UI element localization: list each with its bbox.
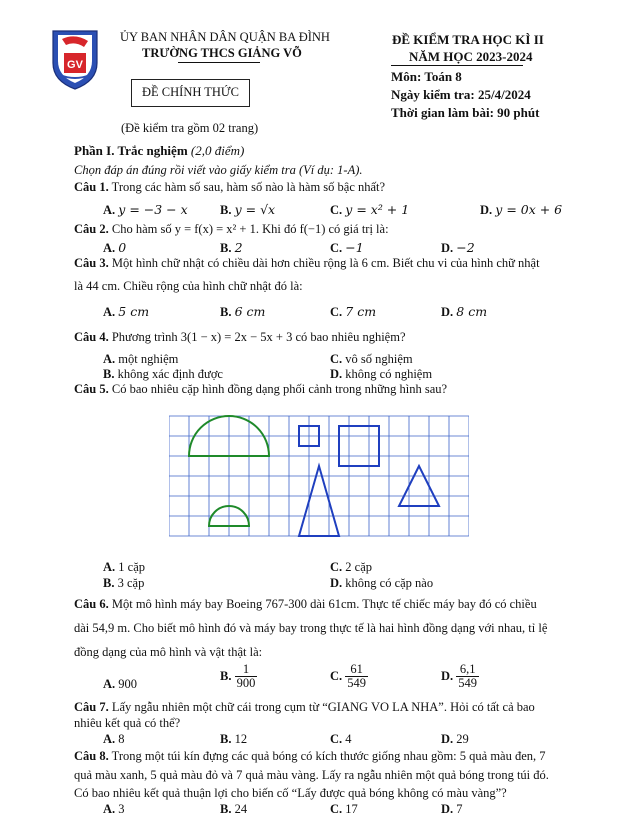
part1-instruction: Chọn đáp án đúng rồi viết vào giấy kiểm tra (Ví dụ: 1-A). (74, 163, 363, 177)
question-text: Trong các hàm số sau, hàm số nào là hàm số bậc nhất? (111, 180, 386, 194)
pages-note: (Đề kiểm tra gồm 02 trang) (121, 121, 259, 135)
fraction-numerator: 1 (235, 663, 258, 677)
q3-option-d: D. 8 cm (441, 304, 488, 319)
q6-option-d: D. $\frac{6,1}{549}$ (441, 662, 478, 691)
q2-option-a: A. 0 (103, 240, 127, 255)
subject: Môn: Toán 8 (391, 69, 462, 84)
q2-option-b: B. 2 (220, 240, 243, 255)
q5-option-b: B. 3 cặp (103, 576, 145, 590)
q4-option-c: C. vô số nghiệm (330, 352, 413, 366)
q2-option-d: D. −2 (441, 240, 475, 255)
large-square (339, 426, 379, 466)
question-8-line3: Có bao nhiêu kết quả thuận lợi cho biến cố “Lấy được quả bóng không có màu vàng”? (74, 786, 507, 800)
question-4 (74, 330, 406, 345)
question-text: Một mô hình máy bay Boeing 767-300 dài 61cm. Thực tế chiếc máy bay đó có chiều (111, 597, 537, 611)
q1-option-b: B. y = √x (220, 202, 276, 217)
question-number: Câu 3. (74, 256, 109, 270)
org-underline (178, 62, 260, 63)
short-triangle (399, 466, 439, 506)
question-3-line2: là 44 cm. Chiều rộng của hình chữ nhật đó là: (74, 279, 303, 293)
question-text: Cho hàm số y = f(x) = x² + 1. Khi đó f(−1) có giá trị là: (111, 222, 389, 236)
q4-option-a: A. một nghiệm (103, 352, 179, 366)
q3-option-b: B. 6 cm (220, 304, 266, 319)
part1-heading (74, 143, 244, 159)
q5-option-d: D. không có cặp nào (330, 576, 434, 590)
question-text: Một hình chữ nhật có chiều dài hơn chiều rộng là 6 cm. Biết chu vi của hình chữ nhật (111, 256, 540, 270)
fraction-denominator: 549 (458, 676, 478, 691)
question-number: Câu 1. (74, 180, 109, 194)
question-text: Trong một túi kín đựng các quả bóng có kích thước giống nhau gồm: 5 quả màu đen, 7 (111, 749, 546, 763)
school-logo (50, 29, 100, 91)
title-underline (391, 65, 523, 66)
question-number: Câu 8. (74, 749, 109, 763)
q1-option-d: D. y = 0x + 6 (480, 202, 563, 217)
q6-option-a: A. 900 (103, 677, 138, 691)
q7-option-c: C. 4 (330, 732, 352, 746)
question-number: Câu 6. (74, 597, 109, 611)
q8-option-a: A. 3 (103, 802, 125, 816)
question-7-line2: nhiêu kết quả có thể? (74, 716, 181, 730)
fraction-numerator: 61 (345, 663, 368, 677)
logo-letters: GV (67, 59, 83, 71)
question-6-line2: dài 54,9 m. Cho biết mô hình đó và máy bay trong thực tế là hai hình đồng dạng với nhau, tỉ lệ (74, 621, 548, 635)
q8-option-c: C. 17 (330, 802, 358, 816)
question-1 (74, 180, 385, 195)
q8-option-b: B. 24 (220, 802, 248, 816)
question-text: Có bao nhiêu cặp hình đồng dạng phối cảnh trong những hình sau? (111, 382, 448, 396)
q3-option-a: A. 5 cm (103, 304, 150, 319)
exam-title: ĐỀ KIỂM TRA HỌC KÌ II (392, 32, 544, 47)
q6-option-c: C. $\frac{61}{549}$ (330, 662, 367, 691)
question-number: Câu 2. (74, 222, 109, 236)
q7-option-b: B. 12 (220, 732, 248, 746)
q1-option-c: C. y = x² + 1 (330, 202, 410, 217)
question-7 (74, 700, 535, 715)
tall-triangle (299, 466, 339, 536)
question-number: Câu 5. (74, 382, 109, 396)
q6-option-b: B. $\frac{1}{900}$ (220, 662, 256, 691)
question-text: Phương trình 3(1 − x) = 2x − 5x + 3 có bao nhiêu nghiệm? (111, 330, 406, 344)
org-line1: ỦY BAN NHÂN DÂN QUẬN BA ĐÌNH (120, 30, 330, 44)
q1-option-a: A. y = −3 − x (103, 202, 188, 217)
question-8-line2: quả màu xanh, 5 quả màu đỏ và 7 quả màu vàng. Lấy ra ngẫu nhiên một quả bóng trong túi đó. (74, 768, 549, 782)
q5-option-a: A. 1 cặp (103, 560, 146, 574)
question-2 (74, 222, 389, 237)
q2-option-c: C. −1 (330, 240, 364, 255)
org-line2: TRƯỜNG THCS GIẢNG VÕ (142, 46, 302, 60)
q4-option-d: D. không có nghiệm (330, 367, 433, 381)
question-6-line3: đồng dạng của mô hình và vật thật là: (74, 645, 263, 659)
question-text: Lấy ngẫu nhiên một chữ cái trong cụm từ “GIANG VO LA NHA”. Hỏi có tất cả bao (111, 700, 535, 714)
fraction-denominator: 900 (236, 676, 256, 691)
question-5 (74, 382, 447, 397)
exam-date: Ngày kiểm tra: 25/4/2024 (391, 87, 531, 102)
question-3 (74, 256, 540, 271)
q4-option-b: B. không xác định được (103, 367, 223, 381)
q7-option-a: A. 8 (103, 732, 125, 746)
fraction-denominator: 549 (347, 676, 367, 691)
duration: Thời gian làm bài: 90 phút (391, 105, 540, 120)
question-8 (74, 749, 546, 764)
school-year-text: NĂM HỌC 2023-2024 (409, 49, 533, 64)
fraction-numerator: 6,1 (456, 663, 479, 677)
part1-title: Phần I. Trắc nghiệm (74, 143, 188, 158)
official-label: ĐỀ CHÍNH THỨC (142, 85, 239, 99)
similar-shapes-figure (169, 408, 469, 544)
q5-option-c: C. 2 cặp (330, 560, 373, 574)
question-6 (74, 597, 537, 612)
q3-option-c: C. 7 cm (330, 304, 377, 319)
q8-option-d: D. 7 (441, 802, 463, 816)
part1-points: (2,0 điểm) (190, 143, 245, 158)
q7-option-d: D. 29 (441, 732, 469, 746)
question-number: Câu 7. (74, 700, 109, 714)
question-number: Câu 4. (74, 330, 109, 344)
